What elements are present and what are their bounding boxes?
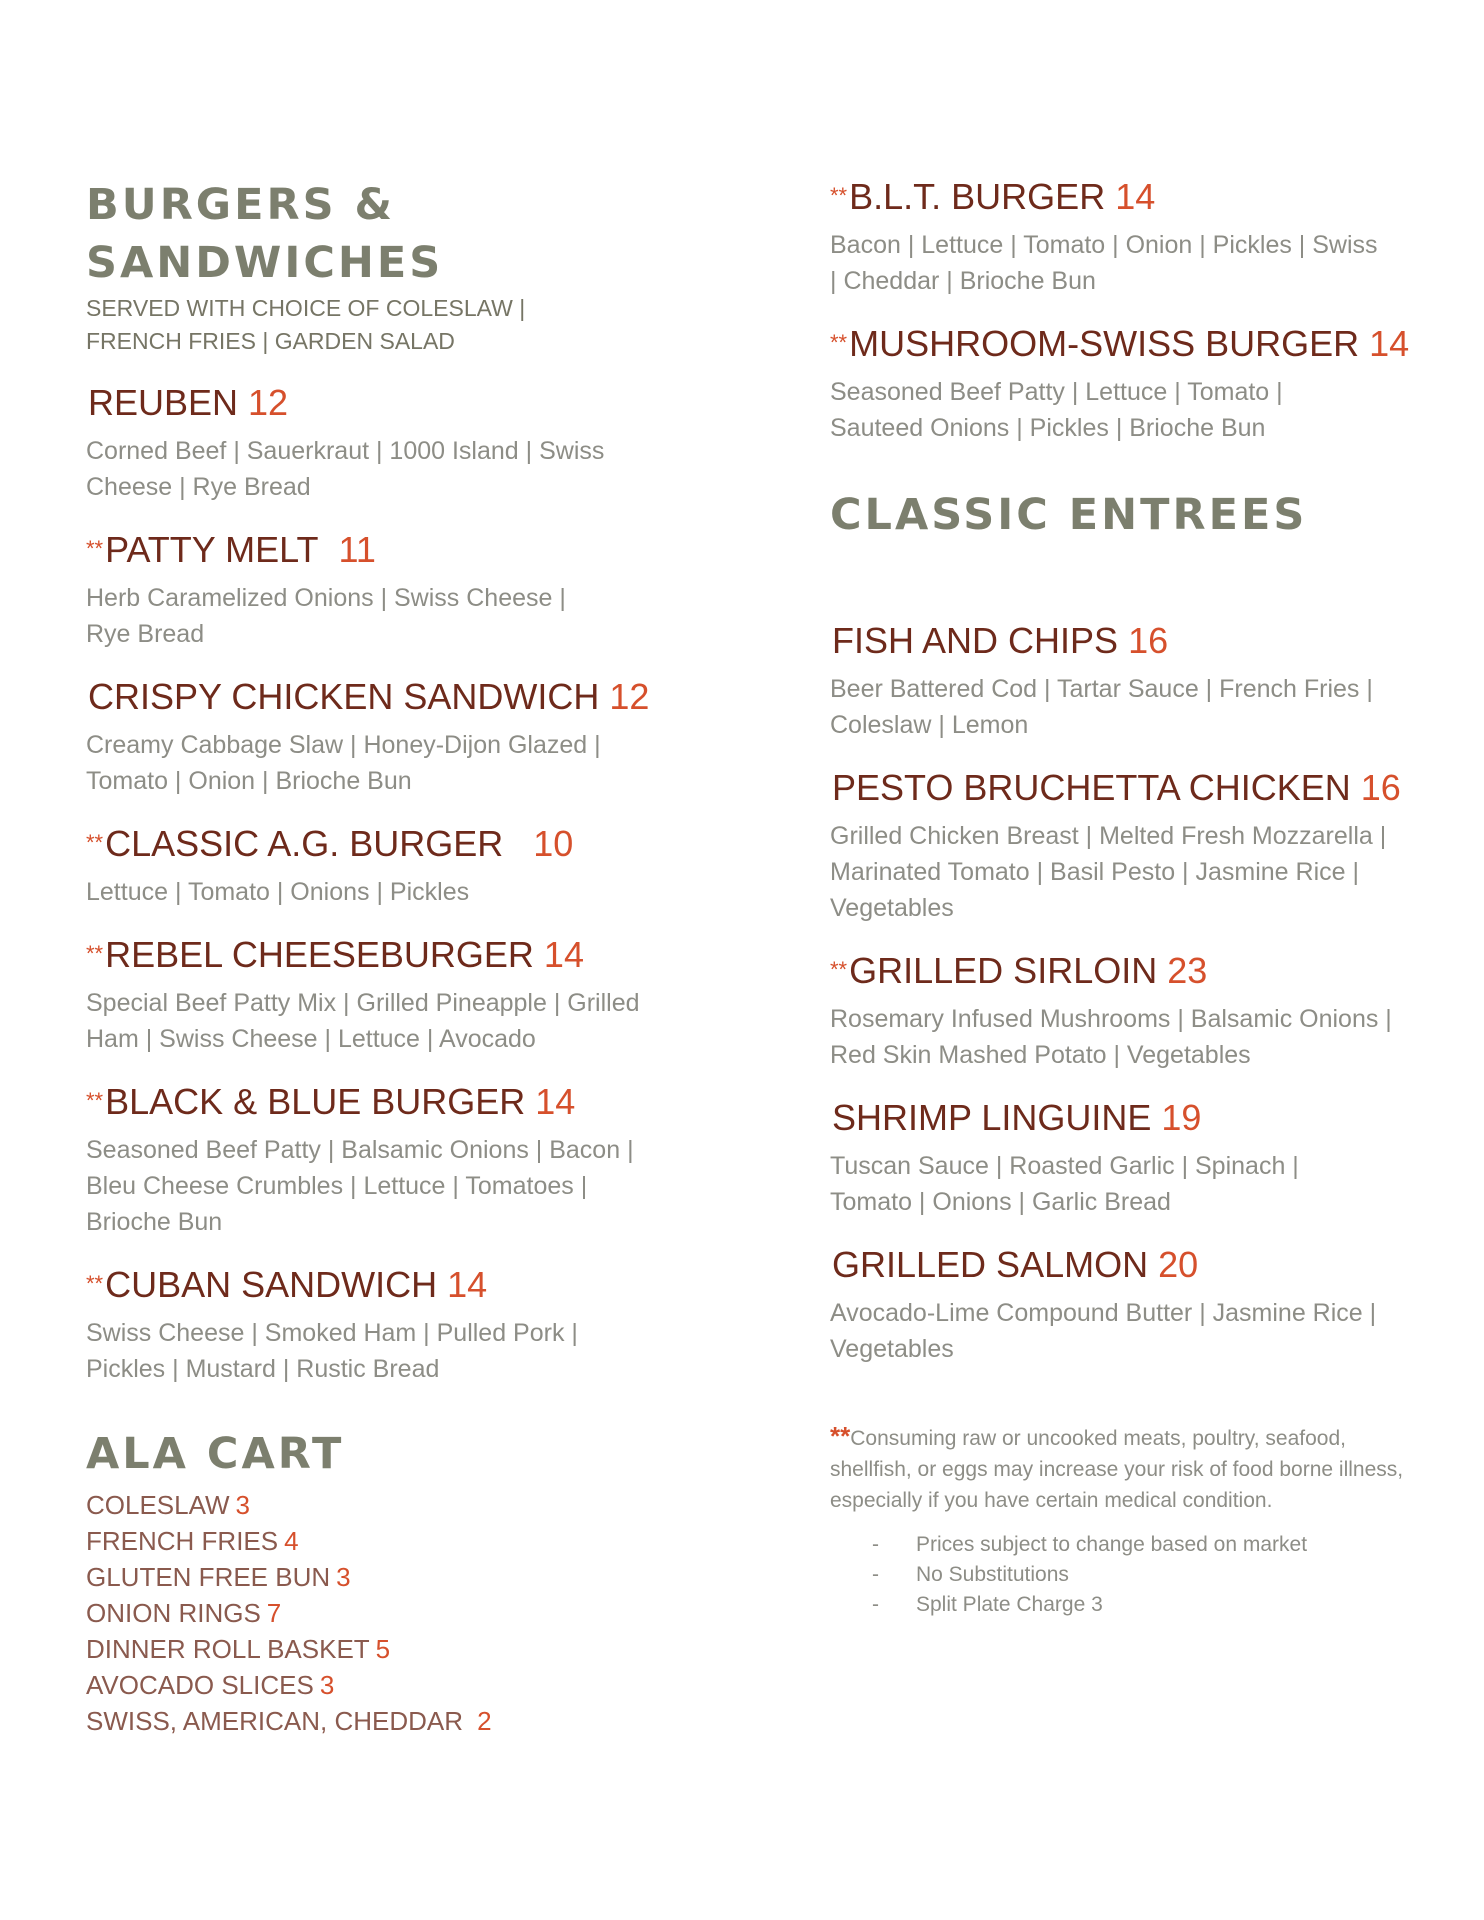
burgers-title-line1: BURGERS &: [86, 180, 396, 230]
menu-item: [830, 1095, 1410, 1220]
item-price: 23: [1167, 950, 1208, 991]
menu-item: [830, 1242, 1410, 1367]
item-name: B.L.T. BURGER: [849, 176, 1106, 217]
ala-item-price: 5: [375, 1634, 391, 1664]
left-column: [86, 0, 686, 1739]
item-description: Swiss Cheese | Smoked Ham | Pulled Pork | Pickles | Mustard | Rustic Bread: [86, 1319, 578, 1383]
burgers-subtitle: [86, 292, 686, 358]
item-price: 16: [1128, 620, 1169, 661]
ala-cart-title: ALA CART: [86, 1429, 345, 1479]
item-description: Herb Caramelized Onions | Swiss Cheese | Rye Bread: [86, 584, 566, 648]
item-name: REUBEN: [88, 382, 239, 423]
item-name: CRISPY CHICKEN SANDWICH: [88, 676, 600, 717]
ala-item-price: 3: [235, 1490, 250, 1520]
ala-item-name: COLESLAW: [86, 1490, 230, 1520]
menu-item: [86, 674, 686, 799]
item-description: Special Beef Patty Mix | Grilled Pineapple | Grilled Ham | Swiss Cheese | Lettuce | Avocado: [86, 989, 640, 1053]
ala-item-price: 2: [477, 1706, 492, 1736]
item-price: 16: [1360, 767, 1401, 808]
item-price: 14: [447, 1264, 488, 1305]
burgers-section-title: [86, 176, 686, 292]
item-name: PATTY MELT: [105, 529, 319, 570]
menu-item: [830, 174, 1410, 299]
item-description: Avocado-Lime Compound Butter | Jasmine Rice | Vegetables: [830, 1299, 1377, 1363]
ala-item-name: GLUTEN FREE BUN: [86, 1562, 331, 1592]
item-name: GRILLED SIRLOIN: [849, 950, 1158, 991]
list-item: [86, 1523, 686, 1559]
allergen-stars: **: [86, 1088, 104, 1113]
item-price: 14: [1115, 176, 1156, 217]
list-item: [872, 1590, 1410, 1620]
item-price: 14: [1369, 323, 1410, 364]
menu-item: [830, 948, 1410, 1073]
list-item: [86, 1595, 686, 1631]
item-description: Beer Battered Cod | Tartar Sauce | French Fries | Coleslaw | Lemon: [830, 675, 1373, 739]
food-safety-notice: [830, 1421, 1410, 1516]
bullet-dash: -: [872, 1563, 879, 1586]
ala-item-name: FRENCH FRIES: [86, 1526, 279, 1556]
item-name: CLASSIC A.G. BURGER: [105, 823, 504, 864]
burgers-subtitle-line1: SERVED WITH CHOICE OF COLESLAW |: [86, 295, 526, 321]
allergen-stars: **: [830, 330, 848, 355]
menu-item: [86, 1079, 686, 1240]
menu-item: [86, 527, 686, 652]
item-name: BLACK & BLUE BURGER: [105, 1081, 526, 1122]
item-price: 12: [609, 676, 650, 717]
allergen-stars: **: [86, 941, 104, 966]
list-item: [86, 1631, 686, 1667]
policy-text: Split Plate Charge 3: [916, 1593, 1103, 1616]
allergen-stars: **: [86, 1271, 104, 1296]
list-item: [86, 1703, 686, 1739]
item-description: Lettuce | Tomato | Onions | Pickles: [86, 878, 470, 906]
item-name: CUBAN SANDWICH: [105, 1264, 438, 1305]
item-price: 19: [1161, 1097, 1202, 1138]
item-description: Bacon | Lettuce | Tomato | Onion | Pickles | Swiss | Cheddar | Brioche Bun: [830, 231, 1378, 295]
menu-item: [830, 765, 1410, 926]
item-name: GRILLED SALMON: [832, 1244, 1149, 1285]
item-description: Seasoned Beef Patty | Lettuce | Tomato | Sauteed Onions | Pickles | Brioche Bun: [830, 378, 1283, 442]
menu-item: [86, 380, 686, 505]
allergen-stars: **: [830, 183, 848, 208]
ala-item-name: SWISS, AMERICAN, CHEDDAR: [86, 1706, 464, 1736]
notice-stars: **: [830, 1421, 851, 1451]
item-description: Creamy Cabbage Slaw | Honey-Dijon Glazed | Tomato | Onion | Brioche Bun: [86, 731, 601, 795]
allergen-stars: **: [830, 957, 848, 982]
bullet-dash: -: [872, 1533, 879, 1556]
item-name: PESTO BRUCHETTA CHICKEN: [832, 767, 1351, 808]
item-price: 14: [543, 934, 584, 975]
right-column: [830, 0, 1410, 1620]
burgers-subtitle-line2: FRENCH FRIES | GARDEN SALAD: [86, 328, 455, 354]
item-description: Rosemary Infused Mushrooms | Balsamic Onions | Red Skin Mashed Potato | Vegetables: [830, 1005, 1392, 1069]
item-name: SHRIMP LINGUINE: [832, 1097, 1152, 1138]
ala-item-name: ONION RINGS: [86, 1598, 261, 1628]
item-description: Tuscan Sauce | Roasted Garlic | Spinach | Tomato | Onions | Garlic Bread: [830, 1152, 1299, 1216]
ala-item-name: AVOCADO SLICES: [86, 1670, 314, 1700]
item-price: 14: [535, 1081, 576, 1122]
ala-item-price: 7: [266, 1598, 282, 1628]
ala-item-price: 3: [336, 1562, 351, 1592]
allergen-stars: **: [86, 830, 104, 855]
item-name: REBEL CHEESEBURGER: [105, 934, 534, 975]
item-name: MUSHROOM-SWISS BURGER: [849, 323, 1360, 364]
burgers-title-line2: SANDWICHES: [86, 238, 444, 288]
policy-list: [830, 1530, 1410, 1620]
ala-item-price: 3: [319, 1670, 335, 1700]
allergen-stars: **: [86, 536, 104, 561]
item-description: Seasoned Beef Patty | Balsamic Onions | Bacon | Bleu Cheese Crumbles | Lettuce | Tomatoes | Brioche Bun: [86, 1136, 634, 1236]
list-item: [872, 1560, 1410, 1590]
list-item: [872, 1530, 1410, 1560]
menu-item: [86, 1262, 686, 1387]
item-description: Corned Beef | Sauerkraut | 1000 Island | Swiss Cheese | Rye Bread: [86, 437, 605, 501]
list-item: [86, 1559, 686, 1595]
menu-item: [830, 618, 1410, 743]
entrees-section-title: CLASSIC ENTREES: [830, 490, 1308, 540]
ala-item-price: 4: [284, 1526, 299, 1556]
bullet-dash: -: [872, 1593, 879, 1616]
ala-item-name: DINNER ROLL BASKET: [86, 1634, 370, 1664]
list-item: [86, 1487, 686, 1523]
item-price: 12: [248, 382, 289, 423]
item-description: Grilled Chicken Breast | Melted Fresh Mozzarella | Marinated Tomato | Basil Pesto | Jasmine Rice | Vegetables: [830, 822, 1387, 922]
policy-text: Prices subject to change based on market: [916, 1533, 1308, 1556]
menu-item: [86, 932, 686, 1057]
item-name: FISH AND CHIPS: [832, 620, 1119, 661]
notice-text: Consuming raw or uncooked meats, poultry, seafood, shellfish, or eggs may increase your risk of food borne illness, especially if you have certain medical condition.: [830, 1427, 1404, 1512]
item-price: 10: [533, 823, 574, 864]
menu-item: [86, 821, 686, 910]
list-item: [86, 1667, 686, 1703]
item-price: 20: [1158, 1244, 1199, 1285]
menu-item: [830, 321, 1410, 446]
ala-cart-list: [86, 1487, 686, 1739]
item-price: 11: [338, 529, 376, 570]
policy-text: No Substitutions: [916, 1563, 1069, 1586]
